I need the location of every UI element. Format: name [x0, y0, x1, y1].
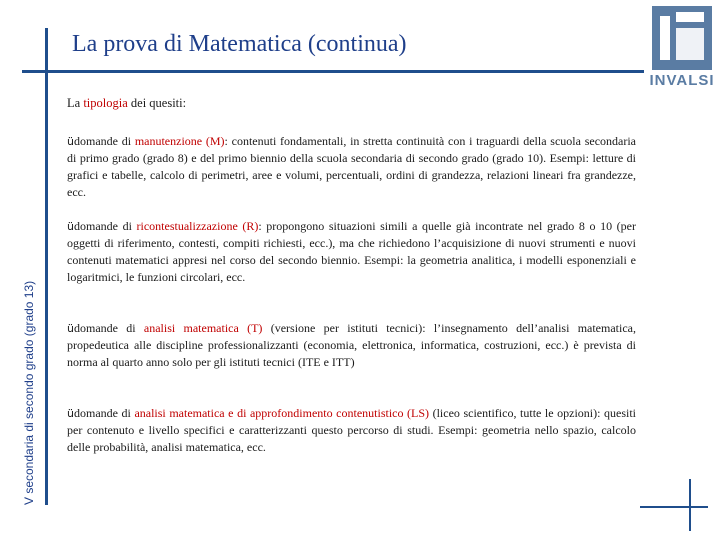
list-item-analisi-matematica — [67, 320, 636, 371]
item-prefix: domande di — [73, 321, 144, 335]
vertical-side-label: V secondaria di secondo grado (grado 13) — [22, 280, 36, 505]
item-prefix: domande di — [73, 406, 135, 420]
intro-prefix: La — [67, 96, 84, 110]
item-text: : contenuti fondamentali, in stretta continuità con i traguardi della scuola secondaria di primo grado (grado 8) e del primo biennio della scuola secondaria di secondo grado (grado 10). Esempi: letture di grafici e tabelle, calcolo di perimetri, aree e volumi, percentuali, ordini di grandezza, relazioni lineari fra grandezze, ecc. — [67, 134, 637, 199]
checkmark-icon: ü — [67, 407, 74, 420]
invalsi-logo — [648, 6, 716, 94]
item-highlight: ricontestualizzazione (R) — [136, 219, 259, 233]
slide-title: La prova di Matematica (continua) — [72, 31, 407, 57]
checkmark-icon: ü — [67, 220, 74, 233]
item-highlight: analisi matematica e di approfondimento contenutistico (LS) — [134, 406, 430, 420]
checkmark-icon: ü — [67, 322, 74, 335]
item-highlight: manutenzione (M) — [134, 134, 225, 148]
list-item-approfondimento — [67, 405, 636, 456]
item-text: (liceo scientifico, tutte le opzioni): quesiti per contenuto e livello specifici e caratterizzanti questo percorso di studi. Esempi: geometria nello spazio, calcolo delle probabilità, analisi matematica, ecc. — [67, 406, 637, 454]
left-vertical-rule — [45, 28, 48, 505]
item-text: : propongono situazioni simili a quelle già incontrate nel grado 8 o 10 (per oggetti di riferimento, contesti, compiti richiesti, ecc.), ma che richiedono l’acquisizione di nuovi strumenti e nuovi contenuti matematici appresi nel corso del secondo biennio. Esempi: la geometria analitica, i modelli esponenziali e logaritmici, le funzioni circolari, ecc. — [67, 219, 636, 284]
item-text: (versione per istituti tecnici): l’insegnamento dell’analisi matematica, propedeutica alle discipline professionalizzanti (economia, elettronica, informatica, costruzioni, ecc.) è prevista di norma al quarto anno solo per gli istituti tecnici (ITE e ITT) — [67, 321, 636, 369]
title-underline-rule — [22, 70, 644, 73]
invalsi-logo-text: INVALSI — [649, 72, 715, 89]
item-prefix: domande di — [73, 219, 137, 233]
corner-vertical-rule — [689, 479, 691, 531]
invalsi-logo-icon — [652, 6, 712, 70]
checkmark-icon: ü — [67, 135, 74, 148]
intro-line — [67, 96, 186, 111]
list-item-ricontestualizzazione — [67, 218, 636, 286]
item-prefix: domande di — [73, 134, 135, 148]
item-highlight: analisi matematica (T) — [143, 321, 263, 335]
list-item-manutenzione — [67, 133, 636, 201]
corner-horizontal-rule — [640, 506, 708, 508]
intro-suffix: dei quesiti: — [127, 96, 187, 110]
intro-highlight: tipologia — [83, 96, 128, 110]
